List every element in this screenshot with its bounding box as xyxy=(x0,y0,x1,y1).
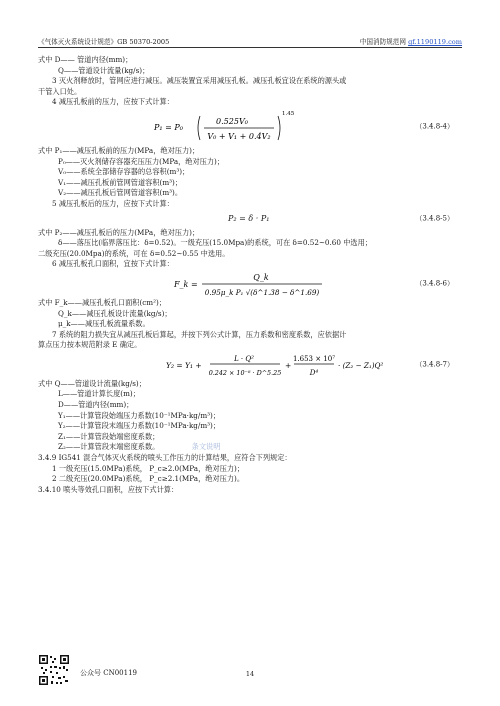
text-line: L——管道计算长度(m)； xyxy=(58,389,140,399)
eq7-f1-numerator: L · Q² xyxy=(234,354,254,363)
site-label: 中国消防规范网 xyxy=(359,38,406,46)
header-rule xyxy=(38,47,462,48)
text-line: P₀——灭火剂储存容器充压压力(MPa，绝对压力)； xyxy=(58,156,225,166)
page-number: 14 xyxy=(245,670,255,678)
equation-number: （3.4.8-6） xyxy=(415,279,454,288)
equation-3-4-8-5 xyxy=(38,210,462,228)
text-line: 式中 D—— 管道内径(mm)； xyxy=(38,55,133,64)
text-line: 5 减压孔板后的压力，应按下式计算： xyxy=(52,198,174,208)
text-line: 6 减压孔板孔口面积，宜按下式计算： xyxy=(52,259,174,269)
equation-svg xyxy=(148,108,448,146)
text-line: 3.4.10 喷头等效孔口面积，应按下式计算： xyxy=(38,484,179,494)
text-line: 4 减压孔板前的压力，应按下式计算： xyxy=(52,97,174,107)
equation-3-4-8-7 xyxy=(38,351,462,379)
eq7-f2-numerator: 1.653 × 10⁷ xyxy=(292,354,336,363)
eq7-tail: · (Z₂ − Z₁)Q² xyxy=(338,360,384,370)
text-line: 3 灭火剂释放时，管网应进行减压。减压装置宜采用减压孔板。减压孔板宜设在系统的源头或 xyxy=(52,76,347,86)
text-line: D——管道内径(mm)； xyxy=(58,400,134,410)
equation-svg xyxy=(106,351,416,379)
text-line: 干管入口处。 xyxy=(38,86,82,96)
eq7-f2-denominator: D⁴ xyxy=(309,368,319,377)
text-line: 式中 Q——管道设计流量(kg/s)； xyxy=(38,378,146,388)
text-line: Y₂——计算管段末端压力系数(10⁻¹MPa·kg/m³)； xyxy=(58,421,221,431)
eq4-denominator: V₀ + V₁ + 0.4V₂ xyxy=(207,131,271,141)
text-line: 式中 P₂——减压孔板后的压力(MPa，绝对压力)； xyxy=(38,227,200,237)
page-body xyxy=(38,55,462,495)
text-line: 1 一级充压(15.0MPa)系统， P_c≥2.0(MPa，绝对压力)； xyxy=(52,463,245,473)
text-line: Z₁——计算管段始端密度系数； xyxy=(58,431,160,441)
equation-3-4-8-4 xyxy=(38,108,462,146)
text-line: V₂——减压孔板后管网管道容积(m³)。 xyxy=(58,188,183,198)
eq5-formula: P₂ = δ · P₁ xyxy=(228,213,270,223)
text-line: 式中 P₁——减压孔板前的压力(MPa，绝对压力)； xyxy=(38,145,200,155)
text-line: Q——管道设计流量(kg/s)； xyxy=(58,65,150,75)
site-attribution xyxy=(360,36,462,46)
text-line: 二级充压(20.0Mpa)的系统，可在 δ=0.52~0.55 中选用。 xyxy=(38,248,230,258)
eq6-lhs: F_k = xyxy=(174,279,198,289)
equation-number: （3.4.8-7） xyxy=(415,360,454,369)
eq4-lhs: P₁ = P₀ xyxy=(154,122,183,132)
site-link[interactable]: gf.1190119.com xyxy=(408,38,462,46)
equation-3-4-8-6 xyxy=(38,270,462,298)
text-line xyxy=(38,442,462,453)
eq7-f1-denominator: 0.242 × 10⁻⁸ · D^5.25 xyxy=(208,368,282,377)
eq6-denominator: 0.95μ_k P₁ √(δ^1.38 − δ^1.69) xyxy=(204,287,320,297)
equation-svg xyxy=(166,270,386,298)
eq7-lhs: Y₂ = Y₁ + xyxy=(166,360,202,370)
text-line: 3.4.9 IG541 混合气体灭火系统的喷头工作压力的计算结果，应符合下列规定： xyxy=(38,453,292,463)
eq6-numerator: Q_k xyxy=(253,272,269,282)
eq7-plus: + xyxy=(285,360,292,370)
eq4-numerator: 0.525V₀ xyxy=(216,116,248,126)
watermark: 条文说明 xyxy=(191,442,221,452)
text-line: V₀——系统全部储存容器的总容积(m³)； xyxy=(58,167,190,177)
text-line: 算点压力按本规范附录 E 确定。 xyxy=(38,340,142,350)
text-line: Q_k——减压孔板设计流量(kg/s)； xyxy=(58,308,172,318)
text-line: 2 二级充压(20.0MPa)系统， P_c≥2.1(MPa，绝对压力)。 xyxy=(52,474,245,484)
text-line: V₁——减压孔板前管网管道容积(m³)； xyxy=(58,177,183,187)
text-line: δ——落压比(临界落压比：δ=0.52)。一级充压(15.0Mpa)的系统，可在 δ=0.52~0.60 中选用； xyxy=(58,238,372,248)
text-line: 7 系统的阻力损失宜从减压孔板后算起，并按下列公式计算，压力系数和密度系数，应依据计 xyxy=(52,329,347,339)
text-line: μ_k——减压孔板流量系数。 xyxy=(58,319,150,329)
text-line: 式中 F_k——减压孔板孔口面积(cm²)； xyxy=(38,297,166,307)
eq4-exponent: 1.45 xyxy=(282,110,295,117)
equation-number: （3.4.8-4） xyxy=(415,122,454,131)
equation-number: （3.4.8-5） xyxy=(415,214,454,223)
text-line: Y₁——计算管段始端压力系数(10⁻¹MPa·kg/m³)； xyxy=(58,410,221,420)
text-line-content: Z₂——计算管段末端密度系数。 xyxy=(58,442,160,452)
wechat-account: 公众号 CN00119 xyxy=(80,669,137,677)
document-title: 《气体灭火系统设计规范》GB 50370-2005 xyxy=(38,38,170,46)
